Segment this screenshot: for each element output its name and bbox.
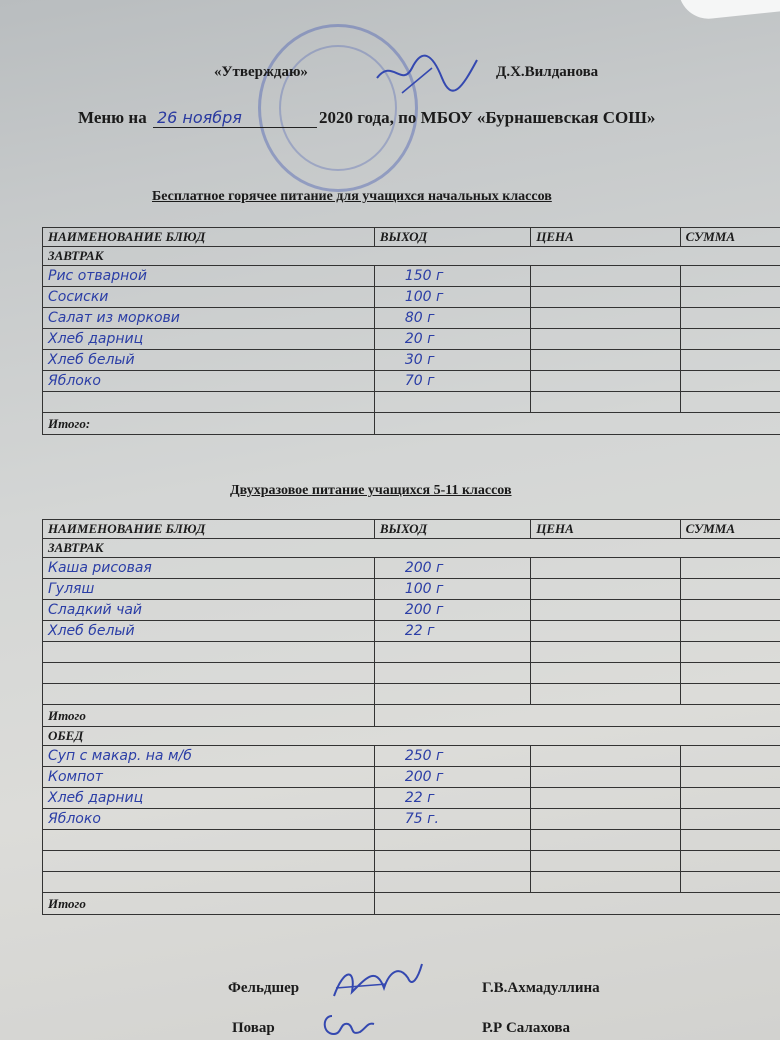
table-row	[43, 579, 780, 600]
col-dish-header: НАИМЕНОВАНИЕ БЛЮД	[43, 520, 375, 539]
total-row	[43, 413, 780, 435]
price-cell	[531, 350, 680, 371]
out-cell: 80 г	[374, 308, 530, 329]
out-cell: 22 г	[374, 621, 530, 642]
total-row	[43, 893, 780, 915]
menu-prefix: Меню на	[78, 108, 147, 127]
sum-cell	[680, 746, 780, 767]
table-row	[43, 308, 780, 329]
table-row-empty	[43, 684, 780, 705]
sum-cell	[680, 287, 780, 308]
dish-cell: Салат из моркови	[43, 308, 375, 329]
table-row-empty	[43, 663, 780, 684]
cook-signature	[318, 1008, 378, 1040]
dish-cell: Хлеб белый	[43, 621, 375, 642]
paper-corner	[679, 0, 780, 22]
dish-cell: Гуляш	[43, 579, 375, 600]
col-price-header: ЦЕНА	[531, 520, 680, 539]
dish-cell: Сладкий чай	[43, 600, 375, 621]
out-cell: 75 г.	[374, 809, 530, 830]
meal-row	[43, 247, 780, 266]
table-row	[43, 350, 780, 371]
out-cell: 20 г	[374, 329, 530, 350]
out-cell: 70 г	[374, 371, 530, 392]
meal-label: ЗАВТРАК	[43, 247, 780, 266]
price-cell	[531, 266, 680, 287]
table-row	[43, 767, 780, 788]
out-cell: 30 г	[374, 350, 530, 371]
section2-table	[42, 519, 780, 915]
section1-title: Бесплатное горячее питание для учащихся начальных классов	[152, 189, 552, 204]
approve-label: «Утверждаю»	[214, 64, 308, 80]
table-row	[43, 287, 780, 308]
price-cell	[531, 329, 680, 350]
total-value	[374, 893, 780, 915]
table-row-empty	[43, 642, 780, 663]
table-row	[43, 558, 780, 579]
total-value	[374, 705, 780, 727]
price-cell	[531, 600, 680, 621]
table-header-row	[43, 520, 780, 539]
meal-row	[43, 727, 780, 746]
dish-cell: Яблоко	[43, 371, 375, 392]
sum-cell	[680, 788, 780, 809]
total-label: Итого:	[43, 413, 375, 435]
dish-cell: Суп с макар. на м/б	[43, 746, 375, 767]
table-row	[43, 809, 780, 830]
dish-cell: Яблоко	[43, 809, 375, 830]
price-cell	[531, 767, 680, 788]
col-sum-header: СУММА	[680, 228, 780, 247]
total-label: Итого	[43, 893, 375, 915]
table-row-empty	[43, 392, 780, 413]
col-dish-header: НАИМЕНОВАНИЕ БЛЮД	[43, 228, 375, 247]
sum-cell	[680, 350, 780, 371]
out-cell: 100 г	[374, 579, 530, 600]
cook-label: Повар	[232, 1020, 275, 1036]
approver-name: Д.Х.Вилданова	[496, 64, 599, 80]
meal-row	[43, 539, 780, 558]
menu-suffix: 2020 года, по МБОУ «Бурнашевская СОШ»	[318, 108, 656, 127]
out-cell: 100 г	[374, 287, 530, 308]
cook-name: Р.Р Салахова	[482, 1020, 570, 1036]
out-cell: 200 г	[374, 767, 530, 788]
price-cell	[531, 746, 680, 767]
menu-date-line	[78, 108, 655, 128]
table-header-row	[43, 228, 780, 247]
dish-cell: Каша рисовая	[43, 558, 375, 579]
sum-cell	[680, 308, 780, 329]
dish-cell: Компот	[43, 767, 375, 788]
out-cell: 200 г	[374, 558, 530, 579]
dish-cell: Хлеб белый	[43, 350, 375, 371]
sum-cell	[680, 579, 780, 600]
price-cell	[531, 308, 680, 329]
col-out-header: ВЫХОД	[374, 520, 530, 539]
price-cell	[531, 788, 680, 809]
price-cell	[531, 621, 680, 642]
out-cell: 200 г	[374, 600, 530, 621]
out-cell: 150 г	[374, 266, 530, 287]
section2-title: Двухразовое питание учащихся 5-11 классов	[230, 483, 512, 498]
breakfast-label: ЗАВТРАК	[43, 539, 780, 558]
sum-cell	[680, 558, 780, 579]
price-cell	[531, 579, 680, 600]
out-cell: 250 г	[374, 746, 530, 767]
sum-cell	[680, 266, 780, 287]
table-row-empty	[43, 851, 780, 872]
table-row	[43, 371, 780, 392]
feldsher-name: Г.В.Ахмадуллина	[482, 980, 600, 996]
menu-date-handwritten: 26 ноября	[153, 108, 317, 128]
dish-cell: Хлеб дарниц	[43, 788, 375, 809]
price-cell	[531, 287, 680, 308]
total-value	[374, 413, 780, 435]
table-row-empty	[43, 872, 780, 893]
sum-cell	[680, 621, 780, 642]
lunch-label: ОБЕД	[43, 727, 780, 746]
sum-cell	[680, 767, 780, 788]
section1-table	[42, 227, 780, 435]
sum-cell	[680, 371, 780, 392]
col-price-header: ЦЕНА	[531, 228, 680, 247]
price-cell	[531, 371, 680, 392]
price-cell	[531, 558, 680, 579]
sum-cell	[680, 809, 780, 830]
total-label: Итого	[43, 705, 375, 727]
table-row	[43, 329, 780, 350]
sum-cell	[680, 600, 780, 621]
approver-signature	[372, 48, 482, 98]
total-row	[43, 705, 780, 727]
price-cell	[531, 809, 680, 830]
col-sum-header: СУММА	[680, 520, 780, 539]
feldsher-signature	[326, 958, 426, 1006]
table-row	[43, 600, 780, 621]
col-out-header: ВЫХОД	[374, 228, 530, 247]
table-row-empty	[43, 830, 780, 851]
table-row	[43, 788, 780, 809]
dish-cell: Хлеб дарниц	[43, 329, 375, 350]
feldsher-label: Фельдшер	[228, 980, 300, 996]
table-row	[43, 621, 780, 642]
table-row	[43, 266, 780, 287]
dish-cell: Рис отварной	[43, 266, 375, 287]
sum-cell	[680, 329, 780, 350]
out-cell: 22 г	[374, 788, 530, 809]
table-row	[43, 746, 780, 767]
dish-cell: Сосиски	[43, 287, 375, 308]
